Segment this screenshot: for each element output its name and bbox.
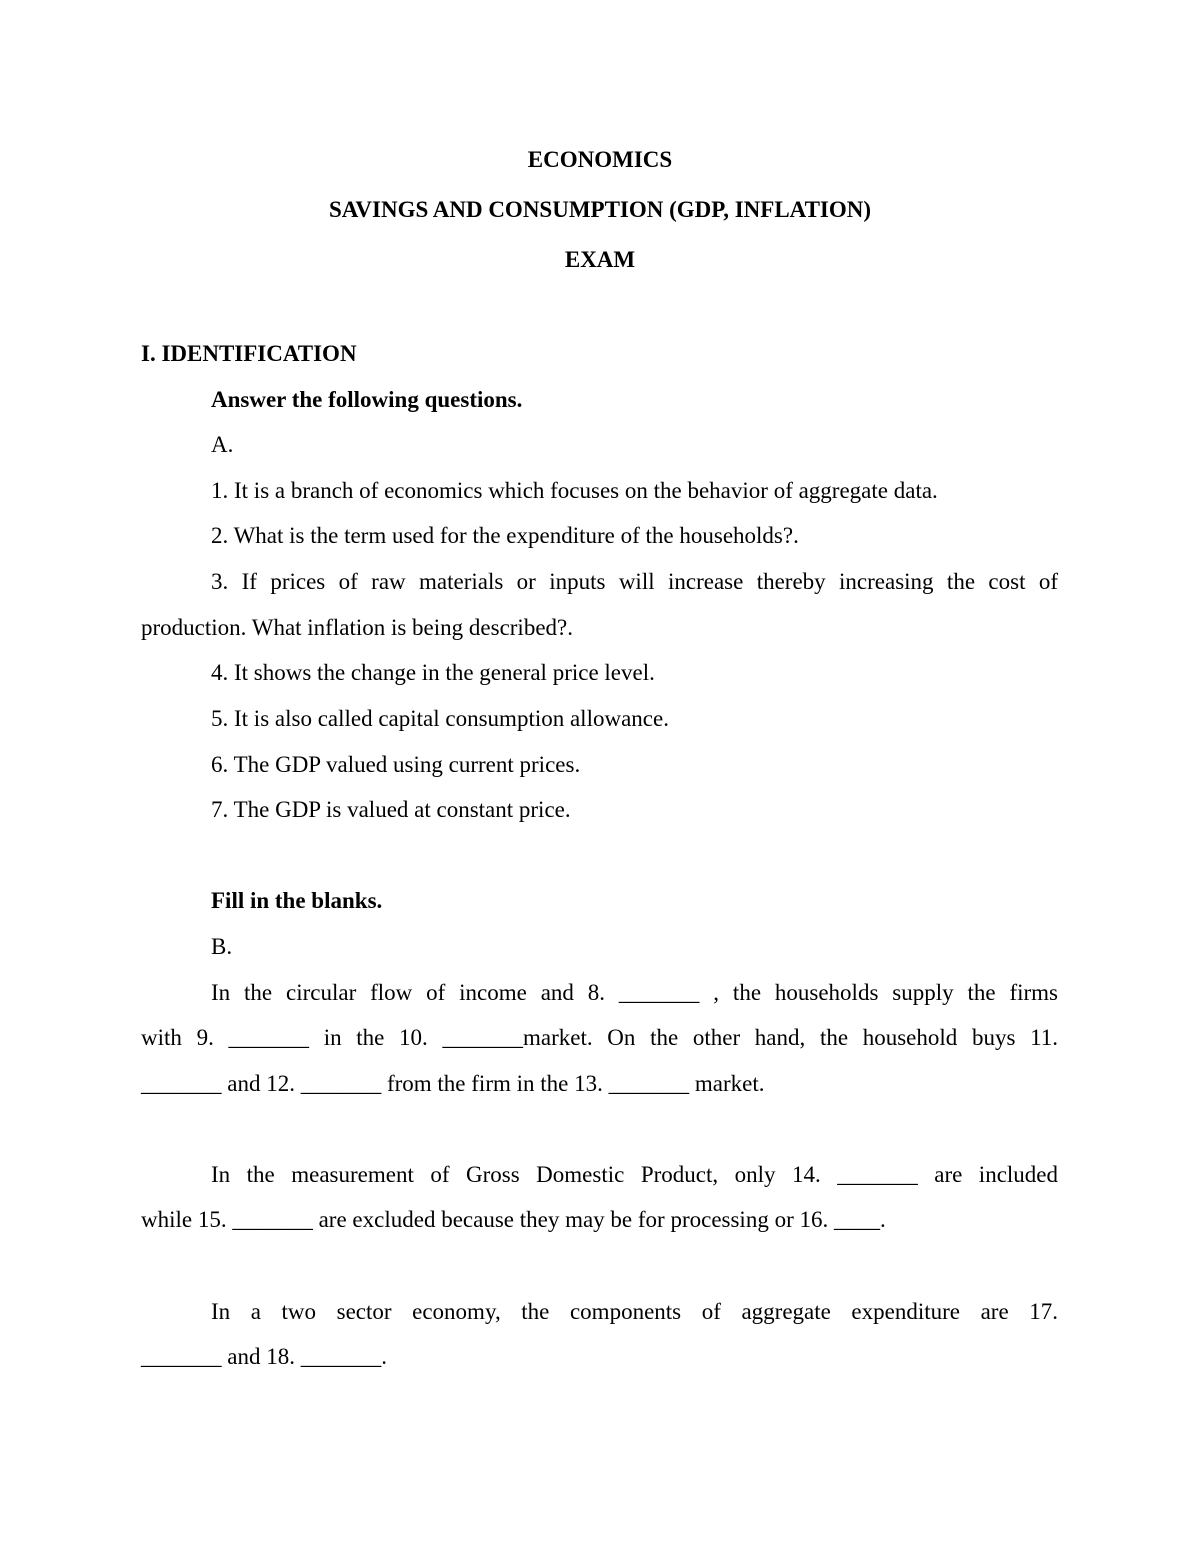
paragraph-2-line-2: while 15. _______ are excluded because they may be for processing or 16. ____. <box>141 1207 886 1232</box>
document-title: ECONOMICS <box>527 147 673 172</box>
question-4: 4. It shows the change in the general price level. <box>211 660 655 685</box>
part-a-label: A. <box>211 432 234 457</box>
document-subtitle: SAVINGS AND CONSUMPTION (GDP, INFLATION) <box>328 197 872 222</box>
paragraph-1-line-3: _______ and 12. _______ from the firm in the 13. _______ market. <box>141 1071 765 1096</box>
question-6: 6. The GDP valued using current prices. <box>211 752 581 777</box>
question-7: 7. The GDP is valued at constant price. <box>211 797 571 822</box>
exam-label: EXAM <box>564 247 636 272</box>
question-2: 2. What is the term used for the expenditure of the households?. <box>211 523 799 548</box>
paragraph-1-line-2: with 9. _______ in the 10. _______market. On the other hand, the household buys 11. <box>141 1025 1058 1050</box>
question-3-line-2: production. What inflation is being described?. <box>141 615 573 640</box>
paragraph-1-line-1: In the circular flow of income and 8. _______ , the households supply the firms <box>211 980 1058 1005</box>
paragraph-3-line-1: In a two sector economy, the components of aggregate expenditure are 17. <box>211 1299 1058 1324</box>
question-3-line-1: 3. If prices of raw materials or inputs will increase thereby increasing the cost of <box>211 569 1058 594</box>
part-b-label: B. <box>211 934 233 959</box>
question-1: 1. It is a branch of economics which focuses on the behavior of aggregate data. <box>211 478 938 503</box>
instruction-fill-blanks: Fill in the blanks. <box>211 888 383 913</box>
paragraph-3-line-2: _______ and 18. _______. <box>141 1344 387 1369</box>
instruction-answer: Answer the following questions. <box>211 387 523 412</box>
section-heading-identification: I. IDENTIFICATION <box>141 341 357 366</box>
question-5: 5. It is also called capital consumption allowance. <box>211 706 669 731</box>
paragraph-2-line-1: In the measurement of Gross Domestic Product, only 14. _______ are included <box>211 1162 1058 1187</box>
